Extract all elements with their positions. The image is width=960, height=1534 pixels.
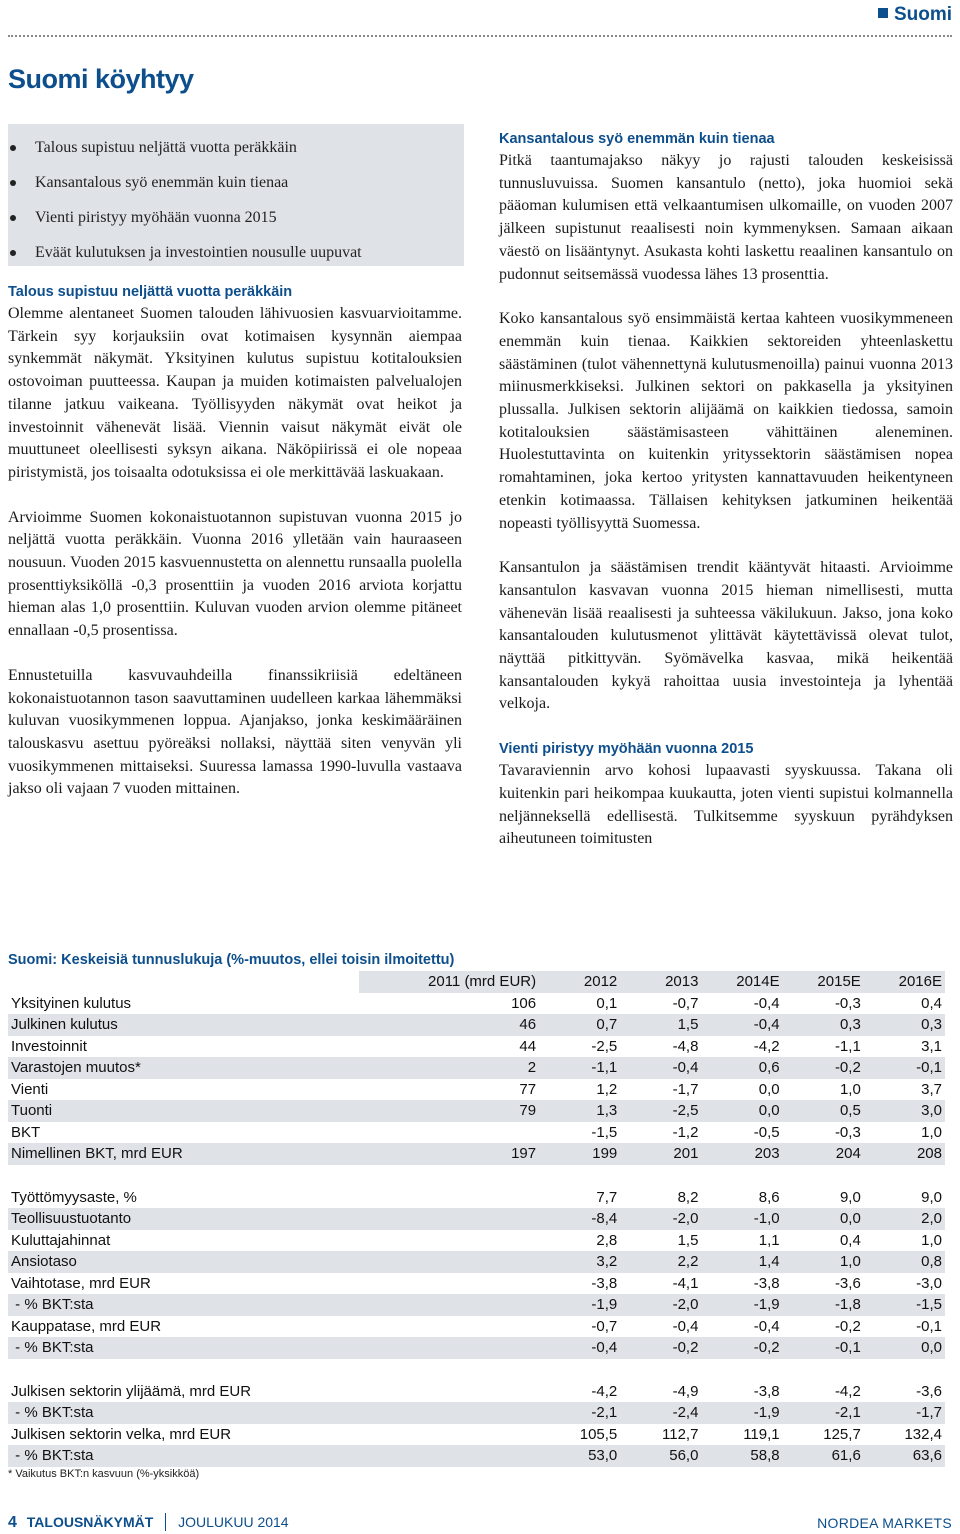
- table-header-row: [8, 971, 945, 993]
- summary-item: Talous supistuu neljättä vuotta peräkkäin: [8, 130, 464, 165]
- table-cell: 8,6: [758, 1188, 780, 1206]
- table-row: [8, 1402, 945, 1424]
- table-cell: -0,2: [701, 1337, 782, 1359]
- table-cell: -0,1: [864, 1057, 945, 1079]
- summary-item: Eväät kulutuksen ja investointien nousulle uupuvat: [8, 235, 464, 270]
- brand-name: NORDEA MARKETS: [817, 1515, 952, 1531]
- table-cell: -2,5: [620, 1100, 701, 1122]
- row-label: - % BKT:sta: [8, 1337, 359, 1359]
- table-cell: -4,2: [753, 1037, 780, 1055]
- table-row: [8, 1208, 945, 1230]
- table-cell: [359, 1381, 539, 1403]
- table-cell: 9,0: [921, 1188, 942, 1206]
- table-cell: -3,8: [753, 1382, 780, 1400]
- table-cell: 46: [359, 1014, 539, 1036]
- table-cell: 105,5: [579, 1425, 618, 1443]
- section-name: Suomi: [893, 4, 952, 25]
- paragraph: Koko kansantalous syö ensimmäistä kertaa kahteen vuosikymmeneen enemmän kuin tienaa. Kaikkien sektoreiden yhteenlaskettu säästäminen (tulot vähennettynä kulutusmenoilla) painui vuonna 2013 miinusmerkkiseksi. Julkinen sektori on pakkasella ja yksityinen plussalla. Julkisen sektorin alijäämä on kaikkien tiedossa, samoin kotitalouksien säästämisasteen vähittäinen aleneminen. Huolestuttavinta on kuitenkin yrityssektorin säästämisen nopea romahtaminen, joka kertoo yritysten kannattavuuden heikentyneen etenkin kotimaassa. Tällaisen kehityksen jatkuminen heikentää nopeasti työllisyyttä Suomessa.: [499, 310, 953, 532]
- table-cell: -4,2: [591, 1382, 618, 1400]
- table-cell: 0,4: [839, 1231, 861, 1249]
- column-header: 2011 (mrd EUR): [359, 971, 539, 993]
- row-label: Työttömyysaste, %: [11, 1188, 137, 1206]
- row-label: Teollisuustuotanto: [8, 1208, 359, 1230]
- table-cell: -0,4: [701, 1014, 782, 1036]
- table-row: [8, 1251, 945, 1273]
- table-cell: -0,7: [672, 994, 699, 1012]
- left-column: [8, 281, 462, 801]
- row-label: Julkisen sektorin velka, mrd EUR: [11, 1425, 232, 1443]
- table-cell: 3,2: [539, 1251, 620, 1273]
- paragraph: Olemme alentaneet Suomen talouden lähivuosien kasvuarvioitamme. Tärkein syy korjauksiin ovat kotimaisen kysynnän aiempaa synkemmät näkymät. Yksityinen kulutus supistuu kotitalouksien ostovoiman puutteessa. Kaupan ja muiden kotimaisten palvelualojen tilanne jatkuu vaikeana. Työllisyyden näkymät ovat heikot ja investoinnit vähenevät lisää. Viennin vaisut näkymät eivät ole muuttuneet oleellisesti syksyn aikana. Näköpiirissä ei ole nopeaa piristymistä, jos toisaalta odotuksissa ei ole merkittävää laskuakaan.: [8, 305, 462, 481]
- table-cell: 0,3: [864, 1014, 945, 1036]
- column-header: 2015E: [783, 971, 864, 993]
- table-cell: 125,7: [823, 1425, 861, 1443]
- column-header: 2014E: [701, 971, 782, 993]
- header-divider: [8, 35, 952, 37]
- table-cell: -4,2: [834, 1382, 861, 1400]
- table-cell: 56,0: [620, 1445, 701, 1467]
- table-cell: -4,1: [672, 1274, 699, 1292]
- table-cell: -1,9: [701, 1402, 782, 1424]
- header-blank: [8, 971, 359, 993]
- table-row: [8, 1187, 945, 1209]
- table-row: [8, 1100, 945, 1122]
- table-row: [8, 1294, 945, 1316]
- subheading: Vienti piristyy myöhään vuonna 2015: [499, 741, 754, 758]
- row-label: Vaihtotase, mrd EUR: [11, 1274, 151, 1292]
- row-label: Kauppatase, mrd EUR: [11, 1317, 162, 1335]
- table-cell: 44: [519, 1037, 537, 1055]
- row-label: - % BKT:sta: [8, 1402, 359, 1424]
- table-cell: 3,7: [921, 1080, 942, 1098]
- row-label: Investoinnit: [11, 1037, 87, 1055]
- table-cell: -3,8: [591, 1274, 618, 1292]
- table-row: [8, 1316, 945, 1338]
- table-cell: -0,5: [753, 1123, 780, 1141]
- column-header: 2013: [620, 971, 701, 993]
- paragraph: Tavaraviennin arvo kohosi lupaavasti syyskuussa. Takana oli kuitenkin pari heikompaa kuukautta, joten vienti supistui kolmannella neljänneksellä edellisestä. Tulkitsemme syyskuun pyrähdyksen aiheutuneen toimitusten: [499, 762, 953, 848]
- summary-list: [8, 130, 464, 270]
- table-cell: 0,0: [758, 1080, 780, 1098]
- table-cell: -3,6: [916, 1382, 942, 1400]
- table-cell: 132,4: [904, 1425, 942, 1443]
- table-cell: 0,0: [701, 1100, 782, 1122]
- table-cell: [359, 1208, 539, 1230]
- paragraph: Pitkä taantumajakso näkyy jo rajusti talouden keskeisissä tunnusluvuissa. Suomen kansantulo (netto), joka huomioi sekä pääoman kulumisen että velkaantumisen ulkomaille, on vuoden 2007 jälkeen supistunut reaalisesti noin kymmenyksen. Samaan aikaan väestö on lisääntynyt. Asukasta kohti laskettu reaalinen kansantulo on pudonnut seitsemässä vuodessa lähes 13 prosenttia.: [499, 152, 953, 283]
- table-cell: -0,3: [834, 1123, 861, 1141]
- column-header: 2012: [539, 971, 620, 993]
- page-footer: [8, 1513, 952, 1532]
- table-cell: 3,1: [921, 1037, 942, 1055]
- table-cell: 58,8: [701, 1445, 782, 1467]
- table-cell: [359, 1122, 539, 1144]
- table-row: [8, 1079, 945, 1101]
- table-cell: -0,4: [620, 1057, 701, 1079]
- table-cell: [359, 1402, 539, 1424]
- table-cell: 1,4: [701, 1251, 782, 1273]
- table-cell: [359, 1316, 539, 1338]
- table-cell: -3,0: [916, 1274, 942, 1292]
- table-cell: [359, 1273, 539, 1295]
- table-cell: [359, 1445, 539, 1467]
- summary-box: [8, 124, 464, 266]
- table-cell: 0,7: [539, 1014, 620, 1036]
- table-cell: -0,2: [783, 1057, 864, 1079]
- table-cell: 1,2: [596, 1080, 618, 1098]
- right-column: [499, 128, 953, 851]
- table-cell: 119,1: [743, 1425, 780, 1443]
- table-cell: -0,4: [539, 1337, 620, 1359]
- table-cell: 0,0: [864, 1337, 945, 1359]
- table-row: [8, 1445, 945, 1467]
- table-cell: 2: [359, 1057, 539, 1079]
- table-row: [8, 1143, 945, 1165]
- table-cell: 63,6: [864, 1445, 945, 1467]
- row-label: Kuluttajahinnat: [11, 1231, 111, 1249]
- table-cell: 1,5: [677, 1231, 699, 1249]
- page-title: Suomi köyhtyy: [8, 64, 194, 94]
- table-cell: -1,8: [783, 1294, 864, 1316]
- magazine-name: TALOUSNÄKYMÄT: [26, 1514, 154, 1530]
- table-cell: 3,0: [864, 1100, 945, 1122]
- table-cell: 2,8: [596, 1231, 618, 1249]
- table-row: [8, 1337, 945, 1359]
- table-cell: 0,3: [783, 1014, 864, 1036]
- table-cell: 199: [539, 1143, 620, 1165]
- table-cell: 7,7: [596, 1188, 618, 1206]
- table-spacer-row: [8, 1359, 945, 1381]
- row-label: Nimellinen BKT, mrd EUR: [8, 1143, 359, 1165]
- row-label: Julkinen kulutus: [8, 1014, 359, 1036]
- table-cell: -3,8: [753, 1274, 780, 1292]
- row-label: Varastojen muutos*: [8, 1057, 359, 1079]
- table-cell: 61,6: [783, 1445, 864, 1467]
- key-figures-table: [8, 971, 945, 1467]
- subheading: Kansantalous syö enemmän kuin tienaa: [499, 131, 775, 147]
- table-cell: 1,3: [539, 1100, 620, 1122]
- table-row: [8, 1273, 945, 1295]
- table-cell: 1,1: [758, 1231, 780, 1249]
- table-cell: 1,5: [620, 1014, 701, 1036]
- table-cell: -0,4: [753, 1317, 780, 1335]
- row-label: BKT: [11, 1123, 41, 1141]
- row-label: Ansiotaso: [8, 1251, 359, 1273]
- table-cell: -1,5: [591, 1123, 618, 1141]
- table-cell: -4,9: [672, 1382, 699, 1400]
- paragraph: Kansantulon ja säästämisen trendit kääntyvät hitaasti. Arvioimme kansantulon kasvavan vuonna 2015 hieman nimellisesti, mutta vähenevän lisää reaalisesti ja suhteessa väkilukuun. Jakso, jona koko kansantalouden kulutusmenot ylittävät käytettävissä olevat tulot, näyttää pitkittyvän. Syömävelka kasvaa, mikä heikentää kansantalouden kykyä rahoittaa uusia investointeja ja lyhentää velkoja.: [499, 559, 953, 713]
- table-cell: -2,5: [591, 1037, 618, 1055]
- paragraph: Arvioimme Suomen kokonaistuotannon supistuvan vuonna 2015 jo neljättä vuotta peräkkäin. Vuonna 2016 ylletään vain hauraaseen nousuun. Vuoden 2015 kasvuennustetta on alennettu runsaalla puolella prosenttiyksiköllä -0,3 prosenttiin ja vuoden 2016 arviota korjattu hieman alas 1,0 prosenttiin. Kuluvan vuoden arvion olemme pitäneet ennallaan -0,5 prosentissa.: [8, 508, 462, 640]
- table-cell: -1,7: [672, 1080, 699, 1098]
- table-cell: 0,8: [864, 1251, 945, 1273]
- table-cell: -2,4: [620, 1402, 701, 1424]
- table-cell: 1,0: [921, 1123, 942, 1141]
- table-cell: -2,1: [539, 1402, 620, 1424]
- column-header: 2016E: [864, 971, 945, 993]
- table-cell: -0,2: [834, 1317, 861, 1335]
- table-cell: -0,4: [753, 994, 780, 1012]
- table-cell: 208: [864, 1143, 945, 1165]
- table-cell: 2,2: [620, 1251, 701, 1273]
- table-cell: -1,9: [701, 1294, 782, 1316]
- table-cell: [359, 1230, 539, 1252]
- row-label: Vienti: [11, 1080, 49, 1098]
- table-cell: 0,5: [783, 1100, 864, 1122]
- row-label: Julkisen sektorin ylijäämä, mrd EUR: [11, 1382, 252, 1400]
- row-label: - % BKT:sta: [8, 1294, 359, 1316]
- section-header: [878, 4, 952, 26]
- table-cell: 197: [359, 1143, 539, 1165]
- table-cell: -0,1: [783, 1337, 864, 1359]
- table-cell: -1,0: [701, 1208, 782, 1230]
- table-cell: 201: [620, 1143, 701, 1165]
- table-body: [8, 993, 945, 1467]
- table-cell: 112,7: [662, 1425, 699, 1443]
- table-cell: -1,5: [864, 1294, 945, 1316]
- table-cell: [359, 1294, 539, 1316]
- table-cell: 0,6: [701, 1057, 782, 1079]
- table-cell: -2,1: [783, 1402, 864, 1424]
- row-label: - % BKT:sta: [8, 1445, 359, 1467]
- table-cell: -1,7: [864, 1402, 945, 1424]
- table-cell: -1,1: [834, 1037, 861, 1055]
- summary-item: Kansantalous syö enemmän kuin tienaa: [8, 165, 464, 200]
- table-cell: 0,0: [783, 1208, 864, 1230]
- row-label: Yksityinen kulutus: [11, 994, 132, 1012]
- table-row: [8, 1230, 945, 1252]
- table-cell: [359, 1251, 539, 1273]
- table-cell: 0,1: [596, 994, 618, 1012]
- table-cell: -0,4: [672, 1317, 699, 1335]
- table-row: [8, 1122, 945, 1144]
- table-cell: 1,0: [921, 1231, 942, 1249]
- table-footnote: * Vaikutus BKT:n kasvuun (%-yksikköä): [8, 1468, 200, 1480]
- table-cell: -3,6: [834, 1274, 861, 1292]
- table-cell: -1,2: [672, 1123, 699, 1141]
- table-cell: 203: [701, 1143, 782, 1165]
- table-cell: 1,0: [839, 1080, 861, 1098]
- table-row: [8, 1014, 945, 1036]
- table-cell: 9,0: [839, 1188, 861, 1206]
- table-cell: -1,9: [539, 1294, 620, 1316]
- table-cell: 2,0: [864, 1208, 945, 1230]
- table-cell: -0,2: [620, 1337, 701, 1359]
- summary-item: Vienti piristyy myöhään vuonna 2015: [8, 200, 464, 235]
- table-cell: -4,8: [672, 1037, 699, 1055]
- row-label: Tuonti: [8, 1100, 359, 1122]
- table-cell: 106: [511, 994, 537, 1012]
- table-cell: [359, 1187, 539, 1209]
- table-cell: -0,1: [916, 1317, 942, 1335]
- footer-divider: [165, 1513, 166, 1531]
- table-cell: -0,7: [591, 1317, 618, 1335]
- table-cell: [359, 1424, 539, 1446]
- table-cell: 53,0: [539, 1445, 620, 1467]
- page-number: 4: [8, 1514, 17, 1531]
- square-bullet-icon: [878, 8, 888, 18]
- table-cell: -1,1: [539, 1057, 620, 1079]
- table-cell: 8,2: [677, 1188, 699, 1206]
- table-cell: -2,0: [620, 1208, 701, 1230]
- table-cell: -2,0: [620, 1294, 701, 1316]
- table-row: [8, 1381, 945, 1403]
- subheading: Talous supistuu neljättä vuotta peräkkäin: [8, 284, 293, 300]
- table-cell: -8,4: [539, 1208, 620, 1230]
- table-spacer-row: [8, 1165, 945, 1187]
- table-cell: [359, 1337, 539, 1359]
- table-row: [8, 1036, 945, 1058]
- table-row: [8, 1057, 945, 1079]
- table-cell: -0,3: [834, 994, 861, 1012]
- table-cell: 0,4: [921, 994, 942, 1012]
- issue-date: JOULUKUU 2014: [178, 1514, 289, 1530]
- paragraph: Ennustetuilla kasvuvauhdeilla finanssikriisiä edeltäneen kokonaistuotannon tason saavuttaminen uudelleen karkaa lähemmäksi kuluvan vuosikymmenen loppua. Ajanjakso, jonka keskimääräinen talouskasvu asettuu pyöreäksi nollaksi, näyttää siten venyvän yli vuosikymmenen mittaiseksi. Suuressa lamassa 1990-luvulla vastaava jakso oli vajaan 7 vuoden mittainen.: [8, 666, 462, 798]
- table-title: Suomi: Keskeisiä tunnuslukuja (%-muutos, ellei toisin ilmoitettu): [8, 952, 455, 968]
- table-row: [8, 993, 945, 1015]
- table-cell: 204: [783, 1143, 864, 1165]
- table-cell: 77: [519, 1080, 537, 1098]
- table-cell: 79: [359, 1100, 539, 1122]
- table-row: [8, 1424, 945, 1446]
- table-cell: 1,0: [783, 1251, 864, 1273]
